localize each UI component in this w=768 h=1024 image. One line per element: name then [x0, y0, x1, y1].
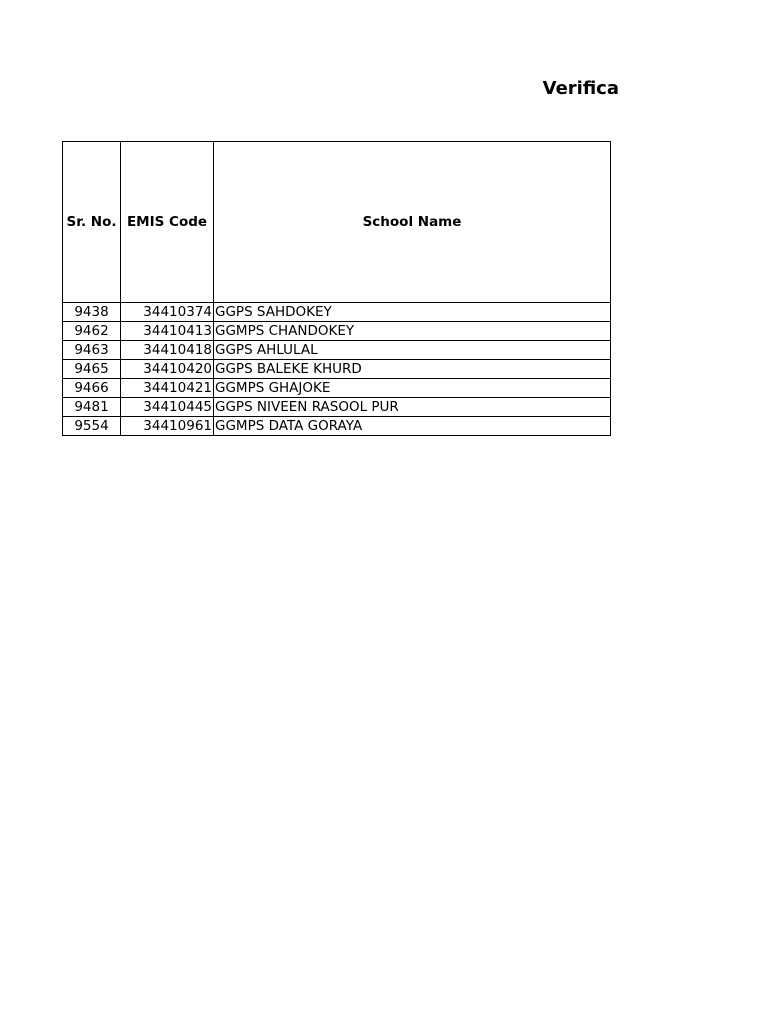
cell-emis-code: 34410961 — [121, 417, 214, 436]
cell-school-name: GGPS BALEKE KHURD — [214, 360, 611, 379]
cell-school-name: GGMPS DATA GORAYA — [214, 417, 611, 436]
table-header-row — [63, 142, 611, 303]
cell-sr-no: 9554 — [63, 417, 121, 436]
cell-sr-no: 9462 — [63, 322, 121, 341]
cell-school-name: GGPS NIVEEN RASOOL PUR — [214, 398, 611, 417]
cell-school-name: GGMPS GHAJOKE — [214, 379, 611, 398]
cell-sr-no: 9466 — [63, 379, 121, 398]
table-row — [63, 341, 611, 360]
cell-emis-code: 34410421 — [121, 379, 214, 398]
school-table — [62, 141, 611, 436]
table-row — [63, 379, 611, 398]
cell-emis-code: 34410418 — [121, 341, 214, 360]
cell-sr-no: 9438 — [63, 303, 121, 322]
cell-emis-code: 34410445 — [121, 398, 214, 417]
cell-emis-code: 34410413 — [121, 322, 214, 341]
cell-school-name: GGPS AHLULAL — [214, 341, 611, 360]
cell-sr-no: 9463 — [63, 341, 121, 360]
table-row — [63, 360, 611, 379]
cell-sr-no: 9465 — [63, 360, 121, 379]
cell-school-name: GGMPS CHANDOKEY — [214, 322, 611, 341]
table-row — [63, 303, 611, 322]
table-row — [63, 322, 611, 341]
table-row — [63, 417, 611, 436]
cell-sr-no: 9481 — [63, 398, 121, 417]
cell-emis-code: 34410420 — [121, 360, 214, 379]
cell-emis-code: 34410374 — [121, 303, 214, 322]
header-sr-no: Sr. No. — [63, 142, 121, 303]
header-school-name: School Name — [214, 142, 611, 303]
page-title: Verifica — [542, 78, 619, 99]
table-row — [63, 398, 611, 417]
header-emis-code: EMIS Code — [121, 142, 214, 303]
cell-school-name: GGPS SAHDOKEY — [214, 303, 611, 322]
